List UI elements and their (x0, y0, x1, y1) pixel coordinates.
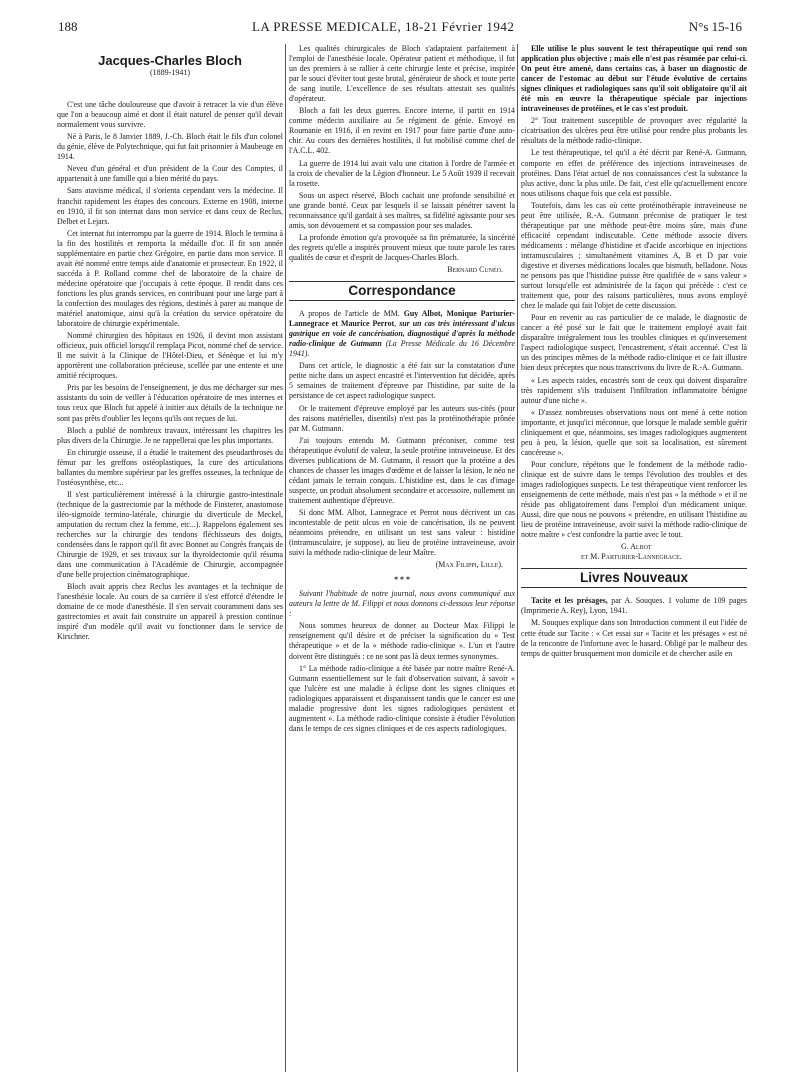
obit-paragraph: La profonde émotion qu'a provoquée sa fin prématurée, la sincérité des regrets qu'elle a inspirés prouvent mieux que toute parole les rares qualités de cœur et d'esprit de Jacques-Charles Bloch. (289, 232, 515, 262)
page-number: 188 (58, 19, 78, 34)
column-3 (521, 44, 747, 1074)
obituary-title: Jacques-Charles Bloch (98, 53, 242, 68)
column-2 (289, 44, 515, 1074)
reply-paragraph: Elle utilise le plus souvent le test thérapeutique qui rend son application plus objective ; mais elle n'est pas résumée par celui-ci. On peut être amené, dans certains cas, à baser un diagnostic de cancer de l'estomac au début sur l'étude évolutive de certains signes cliniques et radiologiques sans qu'il soit obligatoire qu'il ait été mis en œuvre la thérapeutique spéciale par injections intraveineuses de protéines, et le cas s'est produit. (521, 44, 747, 114)
reply-signature-1: G. Albot (621, 542, 652, 552)
intro-authors: Guy Albot, Monique Parturier-Lannegrace et Maurice Perrot (289, 309, 515, 329)
editor-note: Suivant l'habitude de notre journal, nous avons communiqué aux auteurs la lettre de M. Filippi et nous donnons ci-dessous leur réponse : (289, 589, 515, 619)
letter-paragraph: J'ai toujours entendu M. Gutmann préconiser, comme test thérapeutique évolutif de valeur, la seule protéine intraveineuse. Et des diverses publications de M. Gutmann, il ressort que la protéine a des chances de chasser les images d'œdème et de laisser la lésion, le néo ne cédant jamais le terrain conquis. L'histidine est, dans le cas d'image suspecte, un produit absolument secondaire et accessoire, nullement un traitement authentique d'épreuve. (289, 435, 515, 505)
obit-paragraph: Sans atavisme médical, il s'orienta cependant vers la médecine. Il franchit rapidement les étapes des concours. Externe en 1908, interne en 1910, il fit son internat dans mon service et dans ceux de Reclus, Delbet et Lejars. (57, 186, 283, 226)
reply-signature-2: et M. Parturier-Lannegrace. (581, 552, 682, 562)
intro-reference: (La Presse Médicale du 16 Décembre 1941). (289, 339, 515, 359)
reply-paragraph: Toutefois, dans les cas où cette protéinothérapie intraveineuse ne peut être utilisée, R.-A. Gutmann préconise de pratiquer le test thérapeutique par une méthode peut-être moins sûre, mais d'une efficacité cependant indiscutable. Cette méthode associe divers médicaments : mélange d'histidine et d'acide ascorbique en injections intramusculaires ; simultanément vitamines A, B et D par voie digestive et diverses médications locales que bismuth, belladone. Nous ne pensons pas que l'histidine puisse être qualifiée de « sans valeur » surtout lorsqu'elle est administrée de la façon qui précède : c'est ce traitement que, pour des raisons particulières, nous avons employé chez le malade qui fait l'objet de cette discussion. (521, 200, 747, 311)
obit-paragraph: Pris par les besoins de l'enseignement, je dus me décharger sur mes assistants du soin de veiller à l'éducation opératoire de mes internes et tous ceux que Bloch fut appelé à initier aux détails de la technique ne sont pas prêts d'oublier les leçons qu'ils ont reçues de lui. (57, 383, 283, 423)
book-title: Tacite et les présages, (531, 596, 608, 606)
obituary-signature: Bernard Cunéo. (447, 264, 503, 274)
obit-paragraph: C'est une tâche douloureuse que d'avoir à retracer la vie d'un élève que l'on a beaucoup aimé et dont il était naturel de penser qu'il devait normalement vous survivre. (57, 100, 283, 130)
obit-paragraph: Né à Paris, le 8 Janvier 1889, J.-Ch. Bloch était le fils d'un colonel du génie, élève de Polytechnique, qui fut fait prisonnier à Maubeuge en 1914. (57, 132, 283, 162)
reply-paragraph: « D'assez nombreuses observations nous ont mené à cette notion importante, et jusqu'ici méconnue, que lorsque le malade semble guérir cliniquement et que, néanmoins, ses images radiologiques augmentent peu à peu, la lésion, quelle que soit sa localisation, est sûrement cancéreuse ». (521, 407, 747, 457)
reply-paragraph: 1° La méthode radio-clinique a été basée par notre maître René-A. Gutmann essentiellement sur le fait d'observation suivant, à savoir « que l'ulcère est une maladie à éclipse dont les signes cliniques et radiologiques apparaissent et disparaissent tandis que le cancer est une maladie progressive dont les signes radiologiques persistent et augmentent ». La méthode radio-clinique consiste à étudier l'évolution dans le temps de ces signes cliniques et de ces aspects radiologiques. (289, 663, 515, 733)
correspondance-title: Correspondance (348, 283, 456, 299)
book-entry (521, 596, 747, 616)
obit-paragraph: Cet internat fut interrompu par la guerre de 1914. Bloch le termina à la fin des hostilités et remporta la médaille d'or. Il fit son année supplémentaire en partie chez Grégoire, en partie dans mon service. Il avait été nommé entre temps aide d'anatomie et prosecteur. En 1922, il succéda à P. Rolland comme chef de laboratoire de la chaire de médecine opératoire que j'occupais à cette époque. Il rendit dans ces fonctions les plus grands services, en contribuant pour une large part à la confection des moulages des régions, destinés à parer au manque de matériel anatomique, ainsi qu'à la création du service opératoire du laboratoire de chirurgie expérimentale. (57, 228, 283, 329)
reply-paragraph: « Les aspects raides, encastrés sont de ceux qui doivent disparaître très rapidement s'ils traduisent l'infiltration inflammatoire bénigne autour d'une niche ». (521, 375, 747, 405)
obit-paragraph: Bloch a publié de nombreux travaux, intéressant les chapitres les plus divers de la Chirurgie. Je ne rappellerai que les plus importants. (57, 425, 283, 445)
obit-paragraph: Bloch avait appris chez Reclus les avantages et la technique de l'anesthésie locale. Au cours de sa carrière il s'est efforcé d'étendre le domaine de ce mode d'anesthésie. Il s'en servait couramment dans ses gastrectomies et avait fait construire un appareil à pression continue inspiré d'un modèle qu'il avait vu fonctionner dans le service de Kirschner. (57, 582, 283, 642)
column-rule-2 (517, 44, 518, 1072)
correspondance-heading-box (289, 281, 515, 301)
issue-date: 18-21 Février 1942 (404, 19, 515, 34)
section-stars: * * * (394, 575, 410, 585)
reply-paragraph: Nous sommes heureux de donner au Docteur Max Filippi le renseignement qu'il désire et de préciser la signification du « Test thérapeutique » et de la « méthode radio-clinique ». L'un et l'autre doivent être distingués : ce ne sont pas là deux termes synonymes. (289, 621, 515, 661)
journal-name: LA PRESSE MEDICALE, (251, 19, 402, 34)
intro-article-title: sur un cas très intéressant d'ulcus gastrique en voie de cancérisation, diagnostiqué d'après la méthode radio-clinique de Gutmann (289, 319, 515, 349)
obit-paragraph: En chirurgie osseuse, il a étudié le traitement des pseudarthroses du fémur par les greffons ostéoplastiques, la cure des articulations ballantes du membre supérieur par les greffes osseuses, la technique de l'ostéosynthèse, etc... (57, 447, 283, 487)
reply-paragraph: 2° Tout traitement susceptible de provoquer avec régularité la cicatrisation des ulcères peut être utilisé pour rendre plus probants les résultats de la méthode radio-clinique. (521, 116, 747, 146)
obit-paragraph: Nommé chirurgien des hôpitaux en 1926, il devint mon assistant officieux, puis officiel lorsqu'il remplaça Picot, nommé chef de service. Il me suivit à la Clinique de l'Hôtel-Dieu, et Sénèque et lui m'y apportèrent une collaboration précieuse, scellée par une entente et une amitié réciproques. (57, 331, 283, 381)
letter-paragraph: Dans cet article, le diagnostic a été fait sur la constatation d'une petite niche dans un aspect encastré et l'intervention fut décidée, après 5 semaines de traitement d'épreuve par l'histidine, par suite de la persistance de cet aspect radiologique suspect. (289, 361, 515, 401)
book-info: par A. Souques. 1 volume de 109 pages (Imprimerie A. Rey), Lyon, 1941. (521, 596, 747, 616)
reply-paragraph: Pour conclure, répétons que le fondement de la méthode radio-clinique est de suivre dans le temps l'évolution des troubles et des images radiologiques suspects. Le test thérapeutique vient renforcer les enseignements de cette méthode, mais n'est pas « la méthode » et il ne réside pas obligatoirement dans l'emploi d'un médicament unique. Aussi, dire que nous ne pouvons « prétendre, en utilisant l'histidine au lieu de protéine intraveineuse, avoir suivi la méthode radio-clinique de notre maître » c'est confondre la partie avec le tout. (521, 459, 747, 540)
letter-signature: (Max Filippi, Lille). (435, 560, 503, 570)
obit-paragraph: Il s'est particulièrement intéressé à la chirurgie gastro-intestinale (technique de la gastrectomie par la méthode de Finsterer, anastomose iléo-sigmoïde termino-latérale, chirurgie du diverticule de Meckel, amputation du rectum chez la femme, etc...). Rappelons également ses recherches sur la chirurgie des tendons fléchisseurs des doigts, condensées dans le rapport qu'il fit avec Bonnet au Congrès français de Chirurgie de 1929, et ses travaux sur la thyroïdectomie qu'il résuma dans une communication à l'Académie de Chirurgie, accompagnée d'une belle projection cinématographique. (57, 489, 283, 580)
livres-heading-box (521, 568, 747, 588)
livres-title: Livres Nouveaux (579, 570, 689, 586)
letter-paragraph: Si donc MM. Albot, Lannegrace et Perrot nous décrivent un cas incontestable de petit ulcus en voie de cancérisation, ils ne peuvent néanmoins prétendre, en utilisant un test sans valeur : histidine (intramusculaire, je suppose), au lieu de protéine intraveineuse, avoir suivi la méthode radio-clinique de leur Maître. (289, 507, 515, 558)
obit-paragraph: Neveu d'un général et d'un président de la Cour des Comptes, il appartenait à une famille qui a bien mérité du pays. (57, 164, 283, 184)
obit-paragraph: Les qualités chirurgicales de Bloch s'adaptaient parfaitement à l'emploi de l'anesthésie locale. Opérateur patient et méthodique, il fut un des premiers à se rallier à cette chirurgie lente et précise, inspirée par le souci d'éviter tout geste brutal, générateur de shock et toute perte de sang inutile. L'excellence de ses résultats attestait ses qualités d'opérateur. (289, 44, 515, 104)
obit-paragraph: Bloch a fait les deux guerres. Encore interne, il partit en 1914 comme médecin auxiliaire au 5e régiment de génie. Envoyé en Roumanie en 1916, il en revint en 1917 pour faire partie d'une auto-chir. Au cours des dernières hostilités, il fut mobilisé comme chef de l'A.C.L. 402. (289, 106, 515, 156)
correspondance-intro: A propos de l'article de MM. Guy Albot, Monique Parturier-Lannegrace et Maurice Perrot, sur un cas très intéressant d'ulcus gastrique en voie de cancérisation, diagnostiqué d'après la méthode radio-clinique de Gutmann (La Presse Médicale du 16 Décembre 1941). (289, 309, 515, 359)
running-title (252, 19, 514, 35)
obit-paragraph: Sous un aspect réservé, Bloch cachait une profonde sensibilité et une grande bonté. Ceux par lesquels il se laissait pénétrer savent la reconnaissance qu'il gardait à ses maîtres, sa fidélité agissante pour ses amis, son dévouement et sa compassion pour ses malades. (289, 190, 515, 230)
book-paragraph: M. Souques explique dans son Introduction comment il eut l'idée de cette étude sur Tacite : « Cet essai sur « Tacite et les présages » est né de la rencontre de l'infortune avec le hasard. Obligé par le malheur des temps de quitter brusquement mon domicile et de chercher asile en (521, 618, 747, 658)
page-header (58, 18, 742, 36)
column-1 (57, 44, 283, 1074)
intro-plain: A propos de l'article de MM. (299, 309, 404, 319)
obit-paragraph: La guerre de 1914 lui avait valu une citation à l'ordre de l'armée et la croix de chevalier de la Légion d'honneur. Le 5 Août 1939 il recevait la rosette. (289, 158, 515, 188)
column-rule-1 (285, 44, 286, 1072)
letter-paragraph: Or le traitement d'épreuve employé par les auteurs sus-cités (pour des raisons matérielles, disentils) n'est pas la protéinothérapie prônée par M. Gutmann. (289, 403, 515, 433)
reply-paragraph: Pour en revenir au cas particulier de ce malade, le diagnostic de cancer a été posé sur le fait que le traitement employé avait fait disparaître intégralement tous les troubles cliniques et qu'inversement l'aspect radiologique suspect, l'encastrement, s'était accentué. C'est là un des principes mêmes de la méthode radio-clinique et ce fait illustre bien deux préceptes que nous transcrivons du livre de R.-A. Gutmann. (521, 313, 747, 373)
reply-paragraph: Le test thérapeutique, tel qu'il a été décrit par René-A. Gutmann, comporte en effet de préférence des injections intraveineuses de protéines. Dans l'état actuel de nos connaissances c'est la substance la plus active, donc la plus utile. De fait, c'est elle qu'actuellement encore nous utilisons chaque fois que cela est possible. (521, 148, 747, 198)
obituary-years: (1889-1941) (150, 68, 190, 78)
issue-number: N°s 15-16 (688, 19, 742, 34)
